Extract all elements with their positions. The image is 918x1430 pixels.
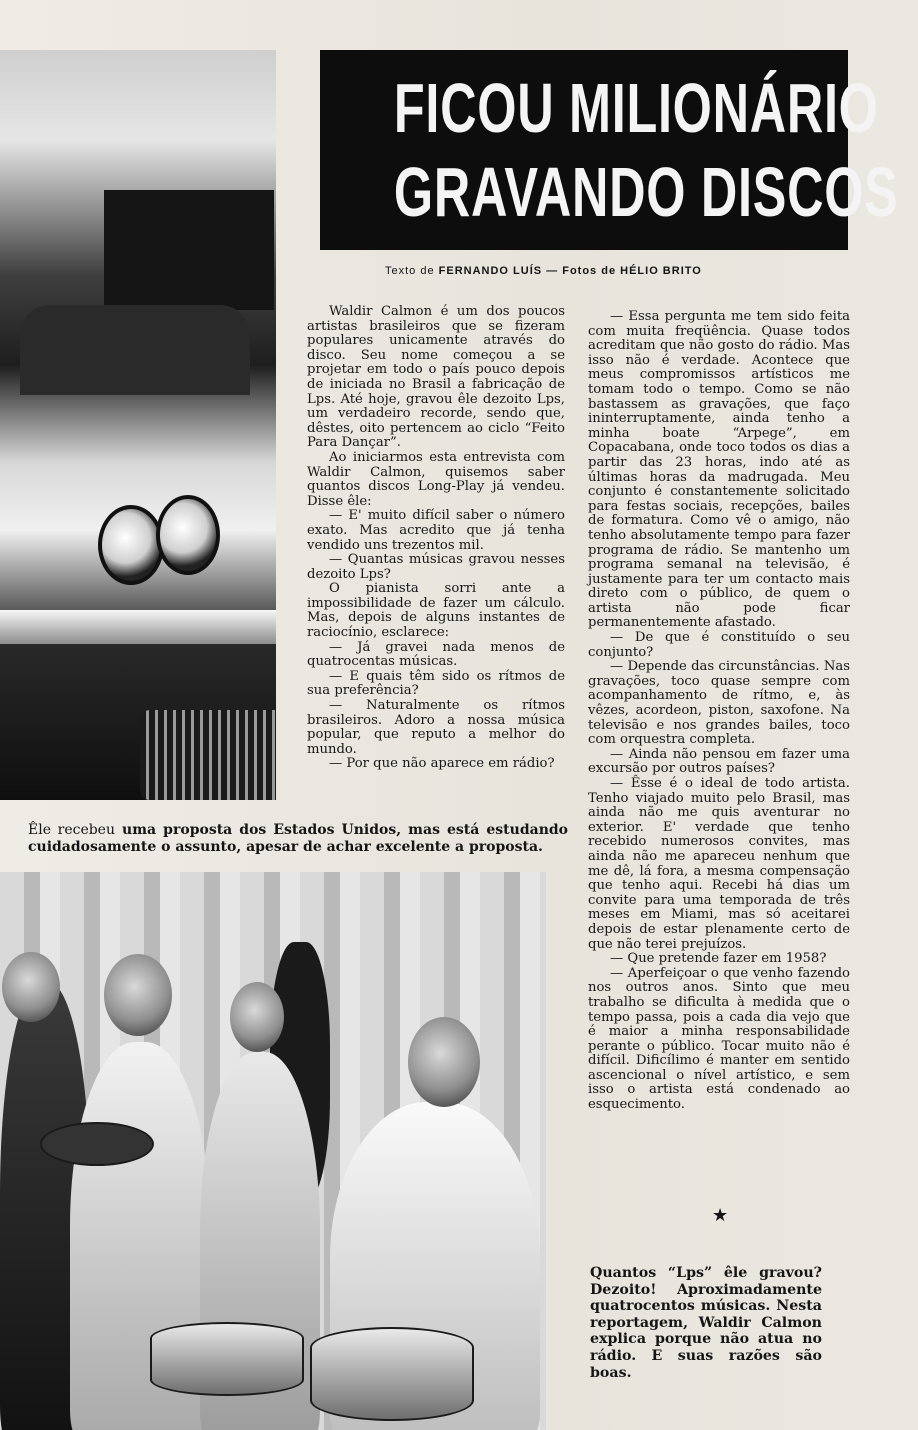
- right-text-column: [588, 310, 850, 1113]
- article-paragraph: Ao iniciarmos esta entrevista com Waldir Calmon, quisemos saber quantos discos Long-Play já vendeu. Disse êle:: [307, 449, 565, 509]
- musician-head-2: [104, 954, 172, 1036]
- article-paragraph: — Por que não aparece em rádio?: [329, 756, 555, 772]
- car-headlight-left: [98, 505, 164, 585]
- byline-text-prefix: Texto de: [385, 265, 435, 277]
- musician-head-3: [230, 982, 284, 1052]
- article-paragraph: — E quais têm sido os rítmos de sua preferência?: [307, 668, 565, 699]
- drum: [310, 1327, 474, 1421]
- article-paragraph: — De que é constituído o seu conjunto?: [588, 630, 850, 660]
- photo-caption: [28, 822, 568, 856]
- byline-photos-prefix: Fotos de: [562, 265, 617, 277]
- article-paragraph: — Depende das circunstâncias. Nas gravações, toco quase sempre com acompanhamento de rítmo, e, às vêzes, acordeon, piston, saxofone. Na televisão e nos grandes bailes, toco com orquestra completa.: [588, 659, 850, 748]
- article-paragraph: — Quantas músicas gravou nesses dezoito Lps?: [307, 552, 565, 582]
- byline: [385, 265, 805, 277]
- drum: [150, 1322, 304, 1396]
- building-window: [104, 190, 274, 310]
- article-paragraph: — Aperfeiçoar o que venho fazendo nos outros anos. Sinto que meu trabalho se dificulta à medida que o tempo passa, pois a cada dia vejo que é maior a minha responsabilidade perante o público. Tocar muito não é difícil. Dificílimo é manter em sentido ascencional o nível artístico, e sem isso o artista está condenado ao esquecimento.: [588, 965, 850, 1113]
- car-headlight-right: [156, 495, 220, 575]
- headline-line-2: GRAVANDO DISCOS: [393, 153, 899, 231]
- cymbal: [40, 1122, 154, 1166]
- article-paragraph: Waldir Calmon é um dos poucos artistas brasileiros que se fizeram populares unicamente através do disco. Seu nome começou a se projetar em todo o país pouco depois de iniciada no Brasil a fabricação de Lps. Até hoje, gravou êle dezoito Lps, um verdadeiro recorde, sendo que, dêstes, oito pertencem ao ciclo “Feito Para Dançar”.: [307, 304, 565, 451]
- musician-head-4: [408, 1017, 480, 1107]
- article-paragraph: — Êsse é o ideal de todo artista. Tenho viajado muito pelo Brasil, mas ainda não me quis aventurar no exterior. E' verdade que tenho recebido numerosos convites, mas ainda não me apareceu nenhum que me dê, lá fora, a mesma compensação que tenho aqui. Recebi há dias um convite para uma temporada de três meses em Miami, mas só aceitarei depois de estar plenamente certo de que não terei prejuízos.: [588, 776, 850, 952]
- left-text-column: [307, 305, 565, 772]
- article-paragraph: — Ainda não pensou em fazer uma excursão por outros países?: [588, 746, 850, 777]
- musician-head-1: [2, 952, 60, 1022]
- teaser-box: Quantos “Lps” êle gravou? Dezoito! Aproximadamente quatrocentos músicas. Nesta reportagem, Waldir Calmon explica porque não atua no rádio. E suas razões são boas.: [590, 1265, 822, 1381]
- car-windshield: [20, 305, 250, 395]
- section-ornament: ★: [712, 1205, 729, 1226]
- headline-box: [320, 50, 899, 250]
- article-paragraph: — Que pretende fazer em 1958?: [610, 951, 827, 967]
- byline-photographer: HÉLIO BRITO: [620, 265, 702, 277]
- article-paragraph: — Já gravei nada menos de quatrocentas músicas.: [307, 639, 565, 670]
- article-paragraph: — Essa pergunta me tem sido feita com muita freqüência. Quase todos acreditam que não gosto do rádio. Mas isso não é verdade. Acontece que meus compromissos artísticos me tomam todo o tempo. Como se não bastassem as gravações, que faço ininterruptamente, ainda tenho a minha boate “Arpege”, em Copacabana, onde toco todos os dias a partir das 23 horas, indo até as últimas horas da madrugada. Meu conjunto é constantemente solicitado para festas sociais, recepções, bailes de formatura. Como vê o amigo, não tenho absolutamente tempo para fazer programa de rádio. Se mantenho um programa semanal na televisão, é justamente para ter um contacto mais direto com o público, de quem o artista não pode ficar permanentemente afastado.: [588, 309, 850, 631]
- article-paragraph: O pianista sorri ante a impossibilidade de fazer um cálculo. Mas, depois de alguns instantes de raciocínio, esclarece:: [307, 581, 565, 641]
- band-photo: [0, 872, 546, 1430]
- car-bumper: [0, 610, 276, 644]
- car-photo: [0, 50, 276, 800]
- article-paragraph: — Naturalmente os rítmos brasileiros. Adoro a nossa música popular, que reputo a melhor do mundo.: [307, 698, 565, 757]
- caption-lead: Êle recebeu: [28, 822, 115, 838]
- headline-line-1: FICOU MILIONÁRIO: [393, 69, 879, 147]
- car-grille: [140, 710, 276, 800]
- article-paragraph: — E' muito difícil saber o número exato. Mas acredito que já tenha vendido uns trezentos mil.: [307, 508, 565, 553]
- byline-author: FERNANDO LUÍS: [438, 265, 543, 277]
- byline-separator: —: [546, 265, 559, 277]
- caption-rest: uma proposta dos Estados Unidos, mas está estudando cuidadosamente o assunto, apesar de achar excelente a proposta.: [28, 822, 568, 855]
